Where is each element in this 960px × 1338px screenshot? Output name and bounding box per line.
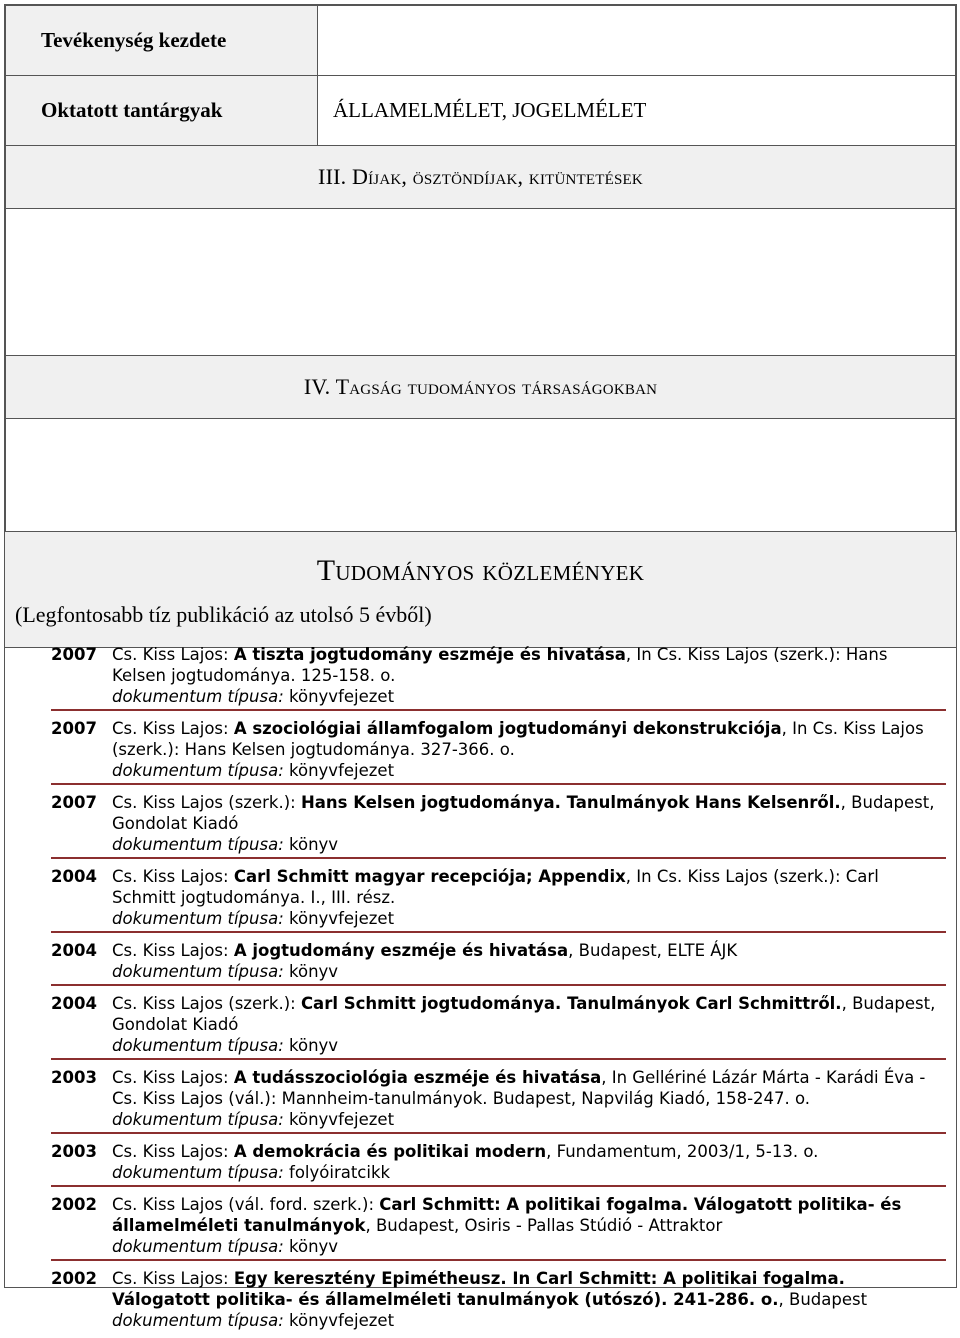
- subjects-label: Oktatott tantárgyak: [6, 76, 318, 146]
- publication-type-label: dokumentum típusa:: [112, 687, 284, 706]
- cv-page: [4, 4, 957, 1330]
- publication-details: , Budapest, Gondolat Kiadó: [112, 793, 935, 833]
- publication-entry: [51, 1266, 946, 1333]
- publication-entry: [51, 790, 946, 859]
- publication-entry: [51, 938, 946, 986]
- publication-type-label: dokumentum típusa:: [112, 962, 284, 981]
- publication-type: [112, 1035, 946, 1056]
- publication-type: [112, 961, 946, 982]
- publication-authors: Cs. Kiss Lajos:: [112, 719, 234, 738]
- publication-type: [112, 760, 946, 781]
- publication-details: , Fundamentum, 2003/1, 5-13. o.: [546, 1142, 819, 1161]
- publications-subtitle: (Legfontosabb tíz publikáció az utolsó 5 évből): [15, 602, 432, 627]
- publication-entry: [51, 642, 946, 711]
- publication-citation: [112, 991, 946, 1056]
- publication-authors: Cs. Kiss Lajos (szerk.):: [112, 994, 301, 1013]
- publication-citation: [112, 1139, 946, 1183]
- publication-citation: [112, 1266, 946, 1331]
- activity-start-label: Tevékenység kezdete: [6, 6, 318, 76]
- publications-title: Tudományos közlemények: [316, 554, 645, 587]
- publication-title: Carl Schmitt magyar recepciója; Appendix: [233, 867, 626, 886]
- publication-entry: [51, 1139, 946, 1187]
- publication-year: 2004: [51, 941, 97, 960]
- publication-title: Carl Schmitt jogtudománya. Tanulmányok Carl Schmittről.: [300, 994, 842, 1013]
- memberships-section-heading: IV. Tagság tudományos társaságokban: [6, 356, 956, 419]
- publication-year: 2002: [51, 1195, 97, 1214]
- publication-title: Carl Schmitt: A politikai fogalma. Válogatott politika- és államelméleti tanulmányok: [112, 1195, 902, 1235]
- publication-title: A szociológiai államfogalom jogtudományi dekonstrukciója: [233, 719, 782, 738]
- publication-authors: Cs. Kiss Lajos:: [112, 1142, 234, 1161]
- publication-year: 2007: [51, 645, 97, 664]
- publication-type-value: könyv: [289, 1237, 339, 1256]
- publication-year: 2007: [51, 793, 97, 812]
- publication-year: 2003: [51, 1068, 97, 1087]
- publication-authors: Cs. Kiss Lajos:: [112, 1068, 234, 1087]
- publication-year: 2002: [51, 1269, 97, 1288]
- publication-type: [112, 1236, 946, 1257]
- publication-entry: [51, 1065, 946, 1134]
- activity-start-value: [318, 6, 956, 76]
- publication-details: , Budapest, ELTE ÁJK: [568, 941, 738, 960]
- publication-type-value: könyvfejezet: [289, 761, 395, 780]
- publication-entry: [51, 991, 946, 1060]
- memberships-content: [6, 419, 956, 532]
- publication-citation: [112, 1065, 946, 1130]
- publication-type: [112, 834, 946, 855]
- publication-title: A demokrácia és politikai modern: [233, 1142, 547, 1161]
- publication-details: , In Cs. Kiss Lajos (szerk.): Carl Schmitt jogtudománya. I., III. rész.: [112, 867, 879, 907]
- publication-type: [112, 686, 946, 707]
- publication-authors: Cs. Kiss Lajos (szerk.):: [112, 793, 301, 812]
- publication-title: Egy keresztény Epimétheusz. In Carl Schmitt: A politikai fogalma. Válogatott politika- és államelméleti tanulmányok (utószó). 241-286. o.: [112, 1269, 845, 1309]
- publication-year: 2007: [51, 719, 97, 738]
- publication-title: A jogtudomány eszméje és hivatása: [233, 941, 569, 960]
- publication-year: 2004: [51, 994, 97, 1013]
- publication-title: A tudásszociológia eszméje és hivatása: [233, 1068, 602, 1087]
- publication-title: Hans Kelsen jogtudománya. Tanulmányok Hans Kelsenről.: [300, 793, 841, 812]
- publication-citation: [112, 716, 946, 781]
- publication-type-value: folyóiratcikk: [289, 1163, 391, 1182]
- publication-list: [51, 642, 946, 1338]
- publication-type-label: dokumentum típusa:: [112, 761, 284, 780]
- publication-details: , In Gellériné Lázár Márta - Karádi Éva - Cs. Kiss Lajos (vál.): Mannheim-tanulmányok. Budapest, Napvilág Kiadó, 158-247. o.: [112, 1068, 926, 1108]
- awards-content: [6, 209, 956, 356]
- publication-type-value: könyvfejezet: [289, 687, 395, 706]
- publication-type: [112, 1109, 946, 1130]
- publication-type-label: dokumentum típusa:: [112, 1311, 284, 1330]
- info-table: [5, 5, 956, 532]
- publication-type-value: könyv: [289, 835, 339, 854]
- publication-details: , In Cs. Kiss Lajos (szerk.): Hans Kelsen jogtudománya. 327-366. o.: [112, 719, 924, 759]
- publication-type: [112, 1310, 946, 1331]
- publication-type-label: dokumentum típusa:: [112, 1110, 284, 1129]
- publication-authors: Cs. Kiss Lajos:: [112, 867, 234, 886]
- publication-details: , Budapest: [778, 1290, 868, 1309]
- publication-type-label: dokumentum típusa:: [112, 1163, 284, 1182]
- publication-details: , Budapest, Osiris - Pallas Stúdió - Attraktor: [365, 1216, 723, 1235]
- publication-details: , In Cs. Kiss Lajos (szerk.): Hans Kelsen jogtudománya. 125-158. o.: [112, 645, 888, 685]
- publication-type-label: dokumentum típusa:: [112, 909, 284, 928]
- publication-authors: Cs. Kiss Lajos:: [112, 1269, 234, 1288]
- publication-year: 2003: [51, 1142, 97, 1161]
- publication-citation: [112, 1192, 946, 1257]
- publication-citation: [112, 790, 946, 855]
- publication-type: [112, 1162, 946, 1183]
- publication-authors: Cs. Kiss Lajos:: [112, 645, 234, 664]
- awards-section-heading: III. Díjak, ösztöndíjak, kitüntetések: [6, 146, 956, 209]
- publication-authors: Cs. Kiss Lajos (vál. ford. szerk.):: [112, 1195, 380, 1214]
- publication-type-value: könyv: [289, 962, 339, 981]
- publication-citation: [112, 938, 946, 982]
- publication-type-value: könyvfejezet: [289, 1110, 395, 1129]
- publication-citation: [112, 864, 946, 929]
- publication-type-label: dokumentum típusa:: [112, 835, 284, 854]
- publication-type-value: könyvfejezet: [289, 1311, 395, 1330]
- publication-type-label: dokumentum típusa:: [112, 1237, 284, 1256]
- publication-type-label: dokumentum típusa:: [112, 1036, 284, 1055]
- publication-citation: [112, 642, 946, 707]
- publication-details: , Budapest, Gondolat Kiadó: [112, 994, 936, 1034]
- subjects-value: ÁLLAMELMÉLET, JOGELMÉLET: [318, 76, 956, 146]
- publication-year: 2004: [51, 867, 97, 886]
- publications-header: [5, 532, 956, 648]
- publication-entry: [51, 716, 946, 785]
- publication-type-value: könyvfejezet: [289, 909, 395, 928]
- publication-authors: Cs. Kiss Lajos:: [112, 941, 234, 960]
- publication-entry: [51, 864, 946, 933]
- publication-entry: [51, 1192, 946, 1261]
- publication-title: A tiszta jogtudomány eszméje és hivatása: [233, 645, 626, 664]
- publication-type: [112, 908, 946, 929]
- publication-type-value: könyv: [289, 1036, 339, 1055]
